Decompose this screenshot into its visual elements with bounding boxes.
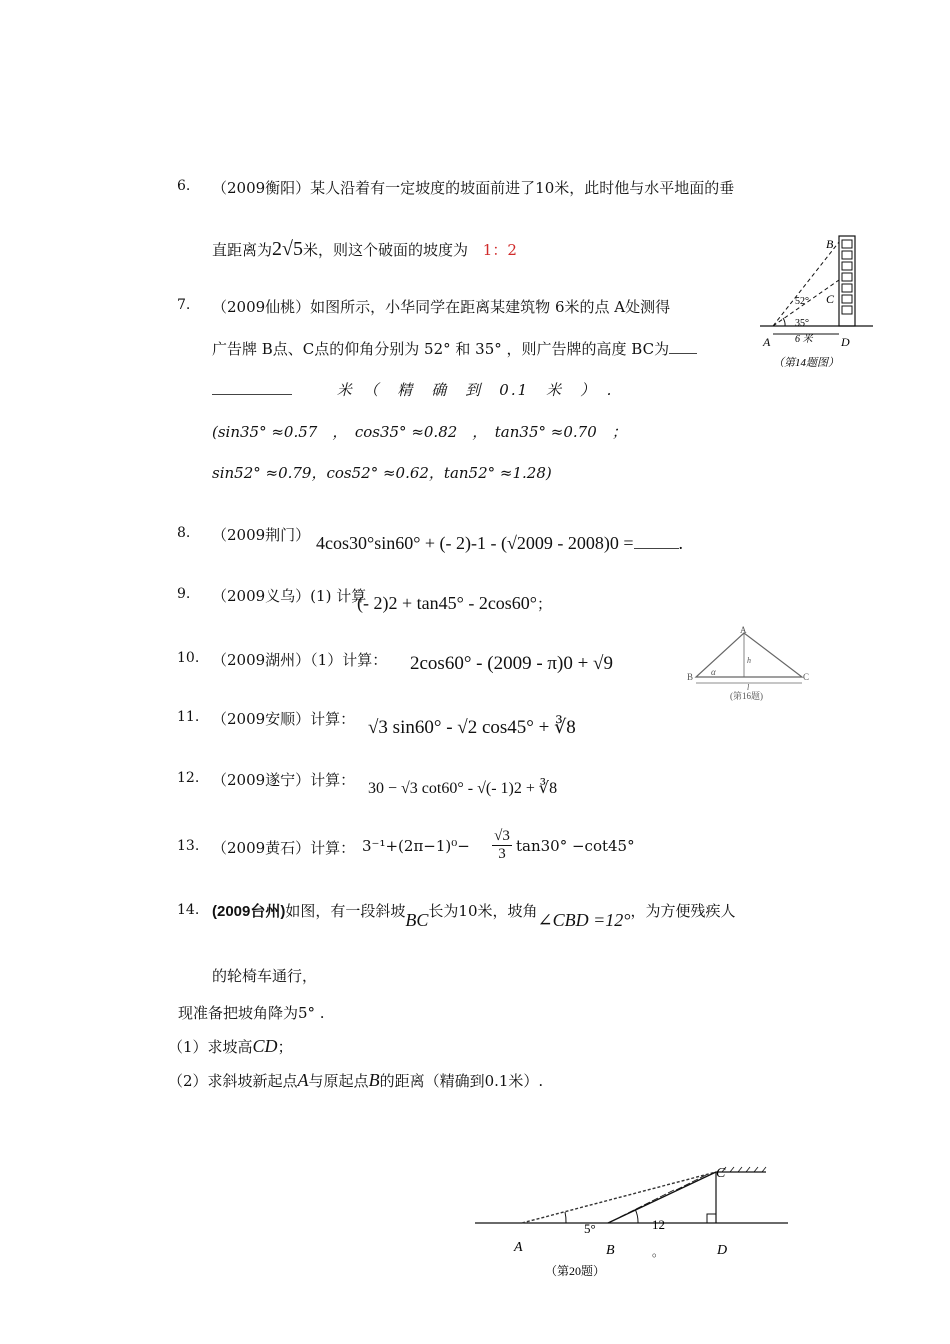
angle-35-label: 35° xyxy=(795,318,809,329)
q8-suffix: . xyxy=(678,533,684,553)
sight-line-b xyxy=(773,242,839,326)
q10-expression: 2cos60° - (2009 - π)0 + √9 xyxy=(410,653,613,674)
right-angle-mark xyxy=(707,1214,716,1223)
q14-line1-b: 长为10米，坡角 xyxy=(428,902,538,920)
q13-fraction-top: √3 xyxy=(492,828,512,846)
q13-expression-a: 3⁻¹+(2π−1)⁰− xyxy=(362,837,470,855)
h-label: h xyxy=(747,656,751,665)
q6-expression: 2√5 xyxy=(272,238,303,260)
label-b: B xyxy=(687,672,694,682)
q6-answer: 1：2 xyxy=(482,241,517,259)
q13-fraction-bottom: 3 xyxy=(498,846,506,862)
q14-part1-a: （1）求坡高 xyxy=(168,1038,253,1056)
q14-part2-a-point: A xyxy=(297,1070,309,1090)
angle-52-label: 52° xyxy=(795,296,809,307)
q10-number: 10. xyxy=(177,650,200,666)
distance-label: 6 米 xyxy=(795,334,813,345)
q7-line4: (sin35° ≈0.57 ， cos35° ≈0.82 ， tan35° ≈0.70 ； xyxy=(212,423,627,441)
q14-part1-cd: CD xyxy=(252,1036,278,1056)
q12-number: 12. xyxy=(177,770,200,786)
q14-part2 xyxy=(168,1070,543,1091)
label-c: C xyxy=(826,292,835,306)
q14-line1 xyxy=(212,900,736,930)
q7-line3-text: 米 （ 精 确 到 0.1 米 ） . xyxy=(336,381,614,399)
q14-part2-c: 的距离（精确到0.1米）. xyxy=(379,1072,544,1090)
label-c: C xyxy=(716,1166,726,1181)
angle-5-label: 5° xyxy=(584,1221,596,1236)
label-d: D xyxy=(717,1243,728,1258)
q10-prefix: （2009湖州）（1）计算： xyxy=(212,651,388,669)
q14-part1 xyxy=(168,1036,293,1057)
figure-20-caption: （第20题） xyxy=(545,1264,606,1278)
q6-number: 6. xyxy=(177,178,191,194)
q14-source: (2009台州) xyxy=(212,903,286,920)
q12-prefix: （2009遂宁）计算： xyxy=(212,771,356,789)
q14-line1-c: ，为方便残疾人 xyxy=(630,902,736,920)
q9-prefix: （2009义乌）(1) 计算 xyxy=(212,587,367,605)
q14-part2-b-point: B xyxy=(368,1070,380,1090)
q14-line2: 的轮椅车通行， xyxy=(212,967,318,985)
old-slope xyxy=(608,1172,716,1223)
q8-prefix: （2009荆门） xyxy=(212,526,311,544)
q6-line2 xyxy=(212,238,517,261)
angle-arc xyxy=(783,318,785,326)
figure-14 xyxy=(755,230,875,375)
q11-number: 11. xyxy=(177,709,200,725)
q13-fraction xyxy=(492,828,512,863)
angle-12-degree: 。 xyxy=(652,1245,665,1259)
q13-expression-b: tan30° −cot45° xyxy=(516,837,635,855)
q14-part2-b: 与原起点 xyxy=(308,1072,369,1090)
q8-expression-text: 4cos30°sin60° + (- 2)-1 - (√2009 - 2008)0 = xyxy=(316,533,634,553)
q9-expression-text: (- 2)2 + tan45° - 2cos60° xyxy=(357,593,538,613)
q8-answer-blank[interactable] xyxy=(634,548,679,549)
q14-part1-b: ； xyxy=(277,1038,293,1056)
q6-line2-text-a: 直距离为 xyxy=(212,241,273,259)
building-windows xyxy=(842,240,852,314)
label-b: B xyxy=(606,1243,615,1258)
q14-line1-a: 如图，有一段斜坡 xyxy=(285,902,406,920)
label-b: B xyxy=(826,237,834,251)
new-slope xyxy=(522,1172,716,1223)
q7-line2-text: 广告牌 B点、C点的仰角分别为 52° 和 35° ，则广告牌的高度 BC为 xyxy=(212,340,670,358)
label-a: A xyxy=(763,335,771,349)
q13-expression xyxy=(362,837,470,855)
q7-line3 xyxy=(212,379,613,400)
q7-answer-blank[interactable] xyxy=(669,353,697,354)
q9-suffix: ； xyxy=(537,597,553,613)
figure-14-caption: （第14题图） xyxy=(773,357,839,369)
q14-bc: BC xyxy=(405,910,429,930)
q9-expression xyxy=(357,593,552,614)
angle-5-arc xyxy=(565,1212,566,1223)
q14-part2-a: （2）求斜坡新起点 xyxy=(168,1072,298,1090)
angle-12-label: 12 xyxy=(652,1217,665,1232)
q14-line3: 现准备把坡角降为5° . xyxy=(178,1004,325,1022)
alpha-label: α xyxy=(711,667,716,677)
q7-line5: sin52° ≈0.79，cos52° ≈0.62，tan52° ≈1.28) xyxy=(212,464,552,482)
q9-number: 9. xyxy=(177,586,191,602)
q7-number: 7. xyxy=(177,297,191,313)
slope-hatching xyxy=(620,1167,766,1217)
q8-number: 8. xyxy=(177,525,191,541)
q11-expression: √3 sin60° - √2 cos45° + ∛8 xyxy=(368,717,576,738)
q11-prefix: （2009安顺）计算： xyxy=(212,710,356,728)
angle-12-arc xyxy=(635,1209,638,1223)
label-c: C xyxy=(803,672,810,682)
q14-angle: ∠CBD =12° xyxy=(537,910,631,930)
q13-prefix: （2009黄石）计算： xyxy=(212,839,356,857)
q6-line1: （2009衡阳）某人沿着有一定坡度的坡面前进了10米，此时他与水平地面的垂 xyxy=(212,179,735,197)
figure-20 xyxy=(470,1160,790,1285)
figure-16 xyxy=(684,625,814,705)
label-a: A xyxy=(514,1240,523,1255)
l-label: l xyxy=(747,683,750,692)
figure-16-caption: (第16题) xyxy=(730,691,763,701)
label-d: D xyxy=(841,335,850,349)
q13-number: 13. xyxy=(177,838,200,854)
q7-line2 xyxy=(212,338,697,359)
q7-line1: （2009仙桃）如图所示，小华同学在距离某建筑物 6米的点 A处测得 xyxy=(212,298,671,316)
q7-answer-blank-cont[interactable] xyxy=(212,394,292,395)
q14-number: 14. xyxy=(177,902,200,918)
label-a: A xyxy=(740,625,747,635)
q12-expression: 30 − √3 cot60° - √(- 1)2 + ∛8 xyxy=(368,780,558,797)
q6-line2-text-b: 米，则这个破面的坡度为 xyxy=(303,241,469,259)
q8-expression xyxy=(316,533,683,554)
